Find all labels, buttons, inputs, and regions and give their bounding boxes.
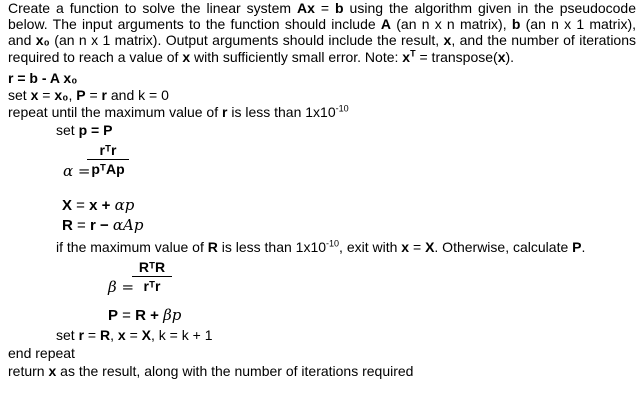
intro-text: (an n x 1 matrix), and [8,16,636,49]
intro-text: (an n x 1 matrix). Output arguments should include the result, [49,32,444,49]
text: = [84,327,100,343]
text: as the result, along with the number of iterations required [56,363,414,379]
fraction-bar [87,159,129,160]
var-r: r [101,87,107,103]
text: repeat until the maximum value of [8,104,222,120]
text: , k = k + 1 [151,327,213,343]
var-ax: Ax [297,0,315,16]
exponent: -10 [335,103,349,114]
text: = [118,307,136,324]
alpha-denominator: pᵀAp [91,161,125,177]
problem-statement [8,0,636,65]
text: , [110,327,118,343]
text: is less than 1x10 [217,239,327,255]
var-b: b [511,16,521,33]
beta-denominator: rᵀr [143,278,161,294]
text: . Otherwise, calculate [434,239,573,255]
x-update [62,197,134,214]
intro-text: with sufficiently small error. Note: [190,48,403,65]
var-x: x [30,87,39,103]
intro-text: ). [505,48,515,65]
var-r: r [222,104,228,120]
intro-text: = transpose( [415,48,498,65]
intro-text: Create a function to solve the linear system [8,0,297,16]
text: and k = 0 [107,87,169,103]
r-update [62,217,143,234]
intro-text: = [314,0,336,16]
text: = [85,87,102,103]
exit-condition [56,239,585,255]
beta-numerator: RᵀR [138,259,166,275]
beta-fraction [132,259,172,294]
text: , exit with [339,239,402,255]
var-P: P [76,87,86,103]
intro-text: , and the number of iterations required to reach a value of [8,32,637,65]
var-P: P [572,239,582,255]
var-A: A [380,16,392,33]
intro-text: using the algorithm given in the pseudocode below. The input arguments to the function should include [8,0,637,33]
p-update [108,307,181,324]
text: set [56,122,79,138]
text: . [581,239,586,255]
text: return [8,363,49,379]
text: , [68,87,77,103]
text: is less than 1x10 [227,104,336,120]
exponent: -10 [326,238,340,249]
text: set [56,327,79,343]
var-b: b [335,0,344,16]
var-x: x [182,48,191,65]
text: = [72,197,90,214]
var-x: x [402,48,411,65]
var-R: R [207,239,218,255]
fraction-bar [132,276,172,277]
init-residual: r = b - A x₀ [8,70,78,86]
var-X: X [425,239,435,255]
init-set [8,87,169,103]
text: = [409,239,426,255]
var-x: x [497,48,506,65]
var-x: x [117,327,126,343]
alpha-Ap: αAp [112,216,144,234]
var-X: X [141,327,152,343]
beta-p: βp [163,306,182,324]
var-x0: x₀ [54,87,69,103]
return-line [8,363,413,379]
text: x + [89,197,115,214]
var-x: x [443,32,452,49]
set-update-line [56,327,213,343]
text: if the maximum value of [56,239,208,255]
text: = [38,87,55,103]
var-R: R [100,327,111,343]
end-repeat: end repeat [8,345,75,361]
var-P: P [108,307,119,324]
text: set [8,87,31,103]
alpha-p: αp [114,196,135,214]
alpha-numerator: rᵀr [99,142,117,158]
var-x: x [401,239,410,255]
var-p: p = P [78,122,113,138]
var-X: X [62,197,73,214]
intro-text: (an n x n matrix), [391,16,512,33]
var-x0: x₀ [35,32,50,49]
text: = [125,327,142,343]
set-p-line [56,122,112,138]
var-R: R [62,217,73,234]
transpose-superscript: T [410,47,416,58]
beta-symbol: β = [108,278,135,296]
alpha-fraction [87,142,129,177]
var-r: r [78,327,85,343]
var-x: x [48,363,57,379]
repeat-header [8,104,349,120]
text: = [72,217,90,234]
alpha-symbol: α = [63,162,91,180]
text: R + [135,307,164,324]
text: r − [89,217,113,234]
